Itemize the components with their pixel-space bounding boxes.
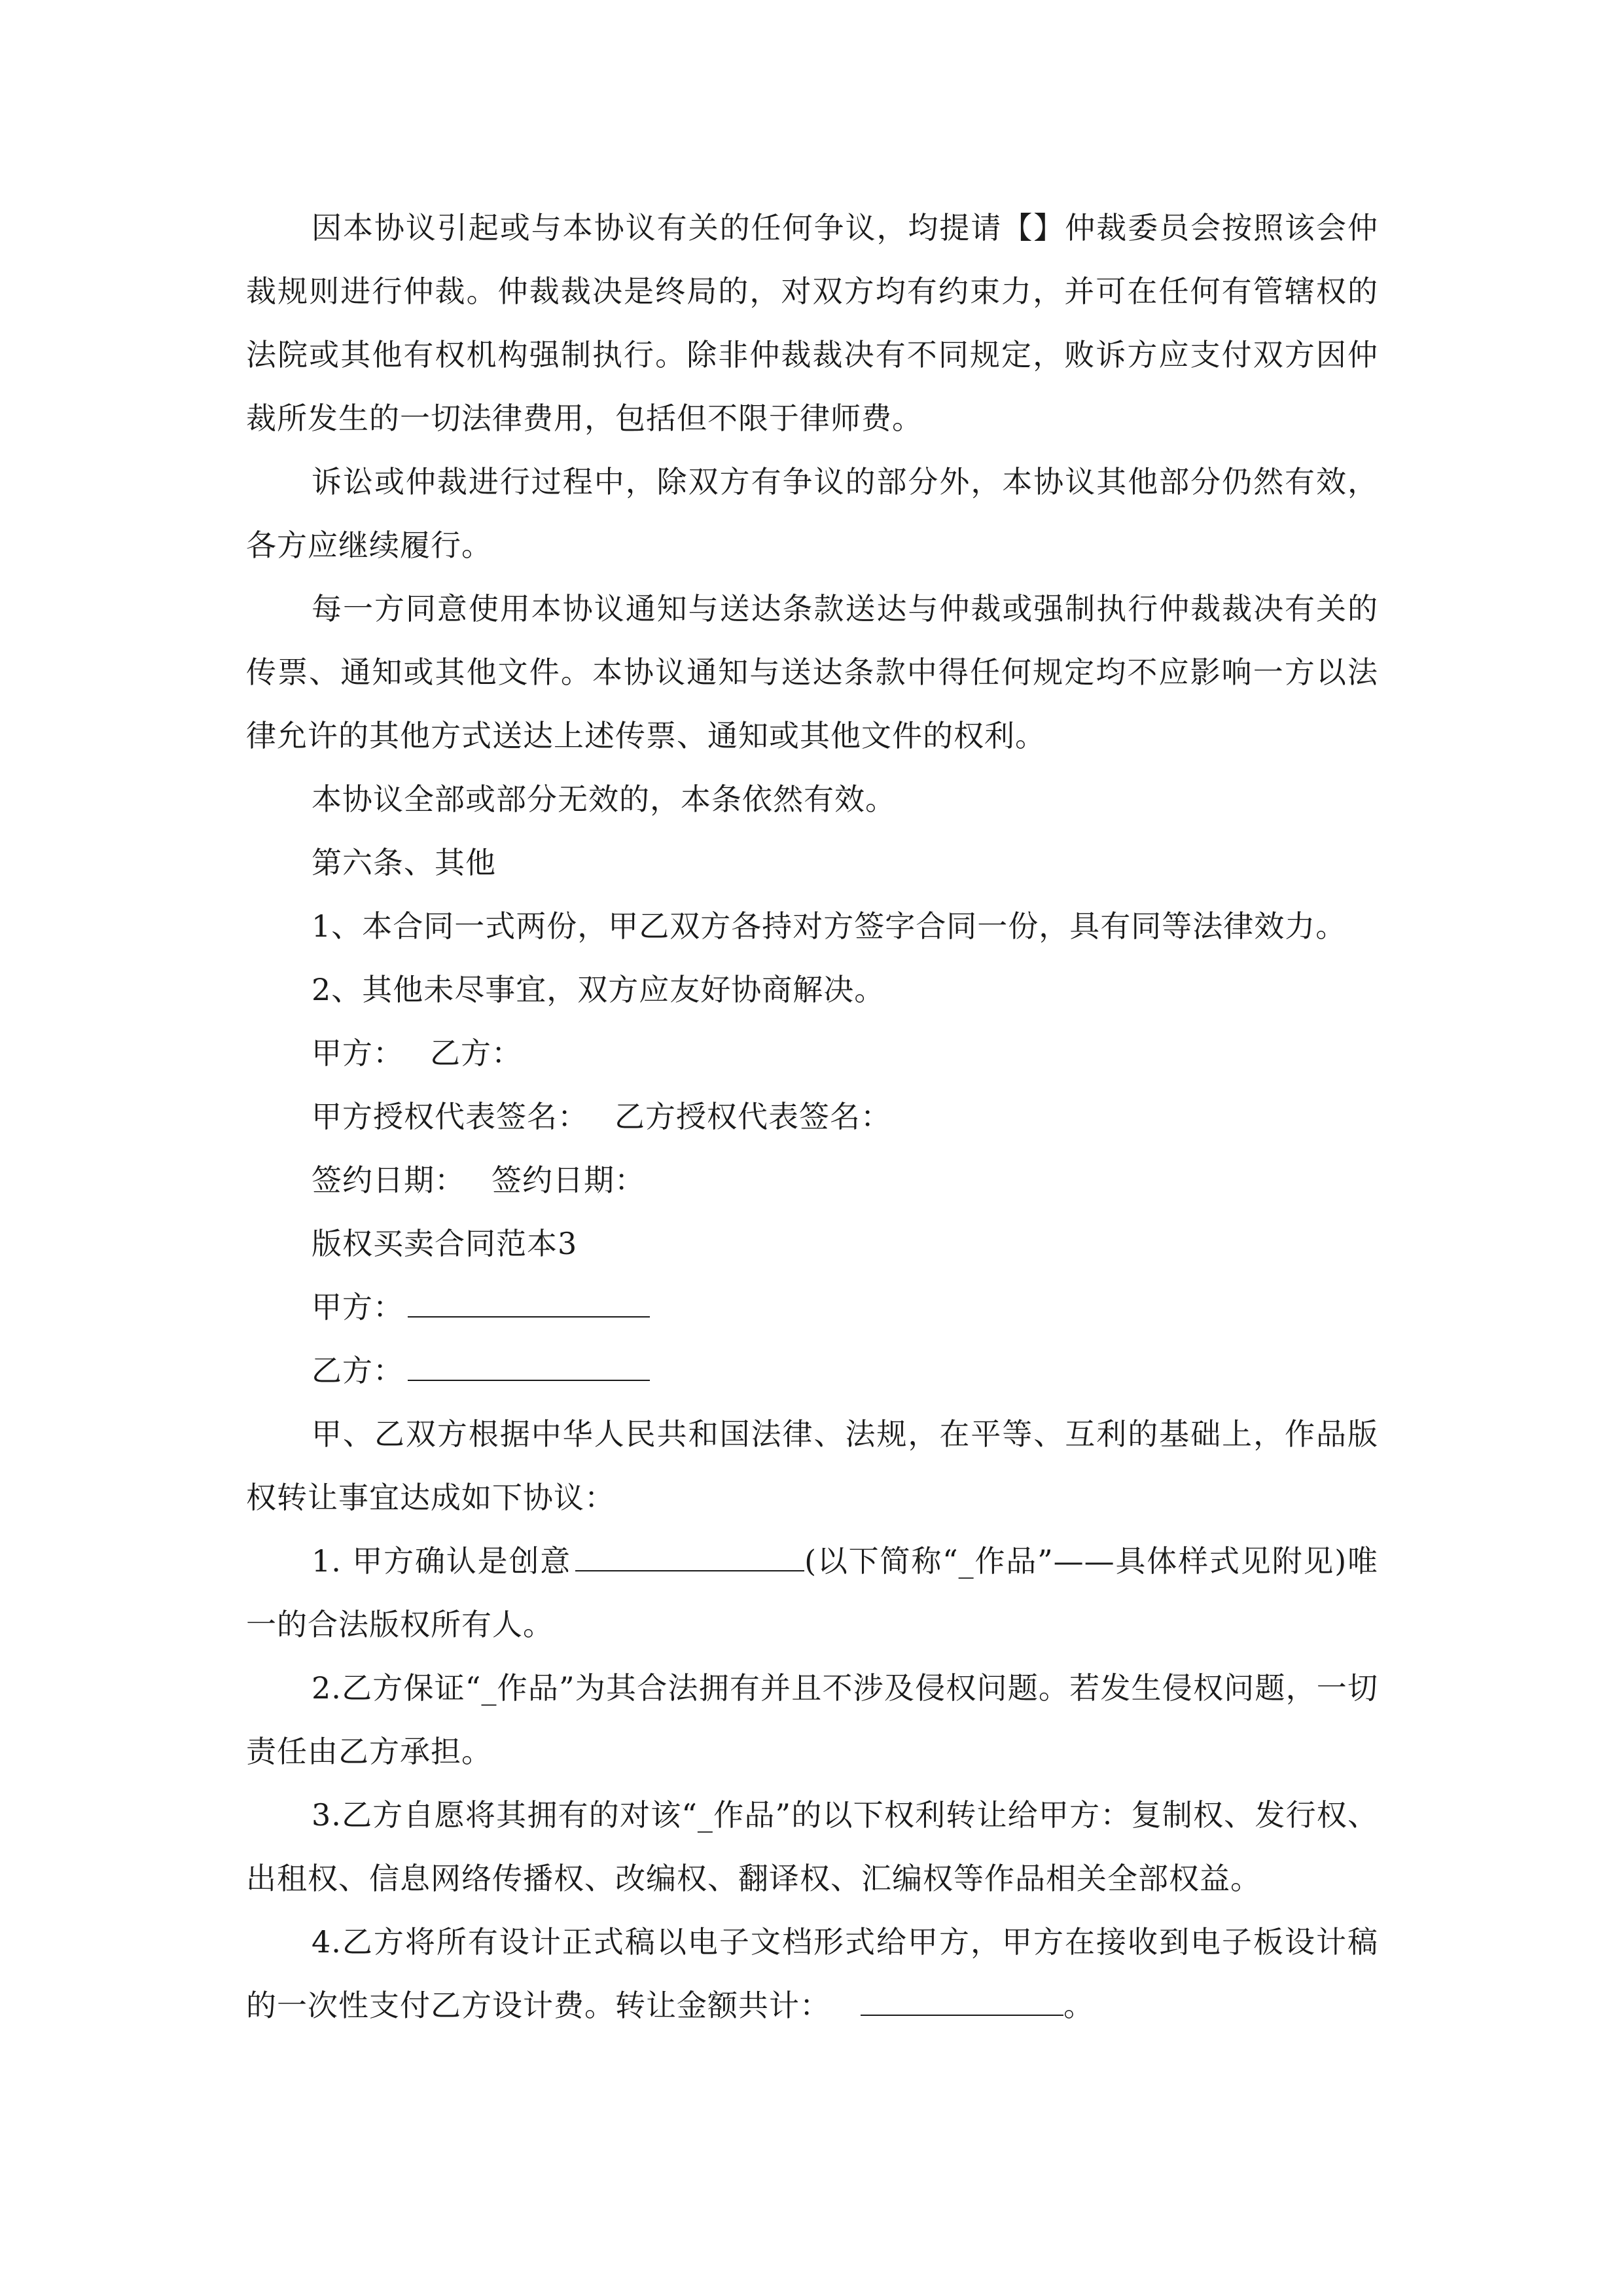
clause-4-amount-blank	[861, 1978, 1063, 2016]
signature-representatives-line	[246, 1085, 1378, 1149]
contract-3-party-a-label: 甲方：	[312, 1289, 404, 1325]
contract-3-clause-1	[246, 1530, 1378, 1657]
clause-1-text-before: 1. 甲方确认是创意	[312, 1543, 572, 1579]
party-a-label: 甲方：	[312, 1035, 404, 1071]
arbitration-paragraph-2: 诉讼或仲裁进行过程中，除双方有争议的部分外，本协议其他部分仍然有效，各方应继续履行。	[246, 464, 1378, 563]
clause-1-work-blank	[575, 1534, 804, 1571]
party-b-date-label: 签约日期：	[491, 1162, 645, 1198]
contract-3-party-b-label: 乙方：	[312, 1353, 404, 1388]
article-6-heading: 第六条、其他	[312, 845, 496, 880]
signature-dates-line	[246, 1149, 1378, 1212]
party-a-rep-label: 甲方授权代表签名：	[312, 1099, 588, 1134]
contract-3-clause-2: 2.乙方保证“_作品”为其合法拥有并且不涉及侵权问题。若发生侵权问题，一切责任由乙方承担。	[246, 1670, 1378, 1769]
clause-1-text-after: (以下简称“_作品”——具体样式见附见)唯一的合法版权所有人。	[246, 1543, 1378, 1642]
party-b-rep-label: 乙方授权代表签名：	[615, 1099, 891, 1134]
contract-3-party-b-line	[246, 1339, 1378, 1403]
clause-4-text-after: 。	[1063, 1988, 1094, 2023]
clause-4-text-before: 4.乙方将所有设计正式稿以电子文档形式给甲方，甲方在接收到电子板设计稿的一次性支付乙方设计费。转让金额共计：	[246, 1924, 1378, 2023]
signature-parties-line	[246, 1022, 1378, 1085]
arbitration-paragraph-1: 因本协议引起或与本协议有关的任何争议，均提请【】仲裁委员会按照该会仲裁规则进行仲裁。仲裁裁决是终局的，对双方均有约束力，并可在任何有管辖权的法院或其他有权机构强制执行。除非仲裁裁决有不同规定，败诉方应支付双方因仲裁所发生的一切法律费用，包括但不限于律师费。	[246, 210, 1378, 436]
party-b-label: 乙方：	[430, 1035, 522, 1071]
party-b-blank	[408, 1343, 650, 1381]
party-a-date-label: 签约日期：	[312, 1162, 465, 1198]
contract-3-clause-3: 3.乙方自愿将其拥有的对该“_作品”的以下权利转让给甲方：复制权、发行权、出租权、信息网络传播权、改编权、翻译权、汇编权等作品相关全部权益。	[246, 1797, 1378, 1896]
arbitration-paragraph-4: 本协议全部或部分无效的，本条依然有效。	[312, 781, 896, 817]
contract-3-clause-4	[246, 1910, 1378, 2037]
contract-3-title: 版权买卖合同范本3	[312, 1226, 578, 1261]
document-page	[246, 196, 1378, 2037]
contract-3-party-a-line	[246, 1276, 1378, 1339]
article-6-item-1: 1、本合同一式两份，甲乙双方各持对方签字合同一份，具有同等法律效力。	[312, 908, 1347, 944]
party-a-blank	[408, 1280, 650, 1318]
arbitration-paragraph-3: 每一方同意使用本协议通知与送达条款送达与仲裁或强制执行仲裁裁决有关的传票、通知或其他文件。本协议通知与送达条款中得任何规定均不应影响一方以法律允许的其他方式送达上述传票、通知或其他文件的权利。	[246, 591, 1378, 753]
contract-3-intro: 甲、乙双方根据中华人民共和国法律、法规，在平等、互利的基础上，作品版权转让事宜达成如下协议：	[246, 1416, 1378, 1515]
article-6-item-2: 2、其他未尽事宜，双方应友好协商解决。	[312, 972, 885, 1007]
